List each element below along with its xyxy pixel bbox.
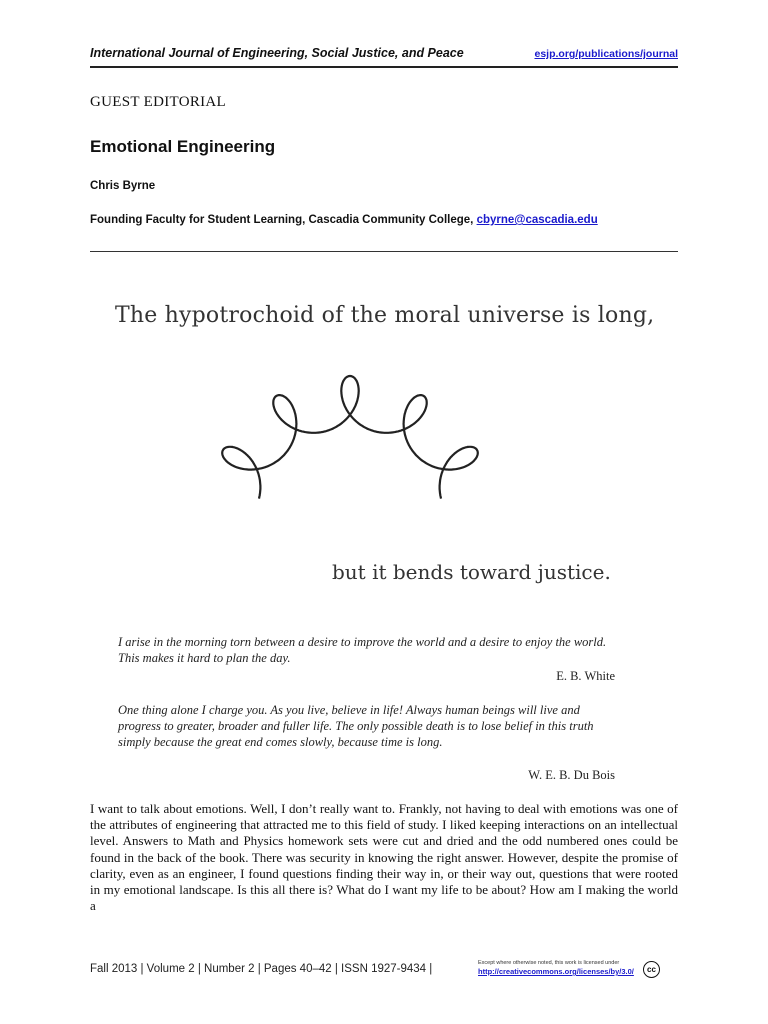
header-divider [90,251,678,252]
quote-dubois: One thing alone I charge you. As you live, believe in life! Always human beings will live and progress to greater, broader and fuller life. The only possible death is to lose belief in this truth simply because the great end comes slowly, because time is long. [118,703,594,749]
section-label: GUEST EDITORIAL [90,94,227,110]
figure-caption-top: The hypotrochoid of the moral universe is long, [115,303,655,328]
quote-white: I arise in the morning torn between a desire to improve the world and a desire to enjoy the world. This makes it hard to plan the day. [118,635,607,665]
quote-white-attribution: E. B. White [556,669,615,683]
email-link[interactable]: cbyrne@cascadia.edu [476,214,598,226]
journal-title: International Journal of Engineering, Social Justice, and Peace [90,46,464,60]
creative-commons-icon: cc [643,961,660,978]
figure-caption-bottom: but it bends toward justice. [332,560,611,584]
author-affiliation [90,214,598,226]
running-header [90,44,678,68]
page-footer [90,960,690,980]
body-paragraph: I want to talk about emotions. Well, I don’t really want to. Frankly, not having to deal with emotions was one of the attributes of engineering that attracted me to this field of study. I liked keeping interactions on an intellectual level. Answers to Math and Physics homework sets were cut and dried and the odd numbered ones could be found in the back of the book. There was security in knowing the right answer. However, despite the promise of clarity, even as an engineer, I found questions finding their way in, or their way out, questions that were rooted in my emotional landscape. Is this all there is? What do I want my life to be about? How am I making the world a [90,801,678,914]
citation-info: Fall 2013 | Volume 2 | Number 2 | Pages 40–42 | ISSN 1927-9434 | [90,963,433,975]
quote-dubois-attribution: W. E. B. Du Bois [528,768,615,782]
license-note: Except where otherwise noted, this work is licensed under [478,960,620,966]
article-title: Emotional Engineering [90,137,276,156]
license-link[interactable]: http://creativecommons.org/licenses/by/3.0/ [478,967,634,976]
hypotrochoid-figure [205,372,495,542]
affiliation-text: Founding Faculty for Student Learning, Cascadia Community College, [90,214,477,226]
journal-link[interactable]: esjp.org/publications/journal [534,48,678,60]
author-name: Chris Byrne [90,180,156,192]
license-block [478,960,708,976]
